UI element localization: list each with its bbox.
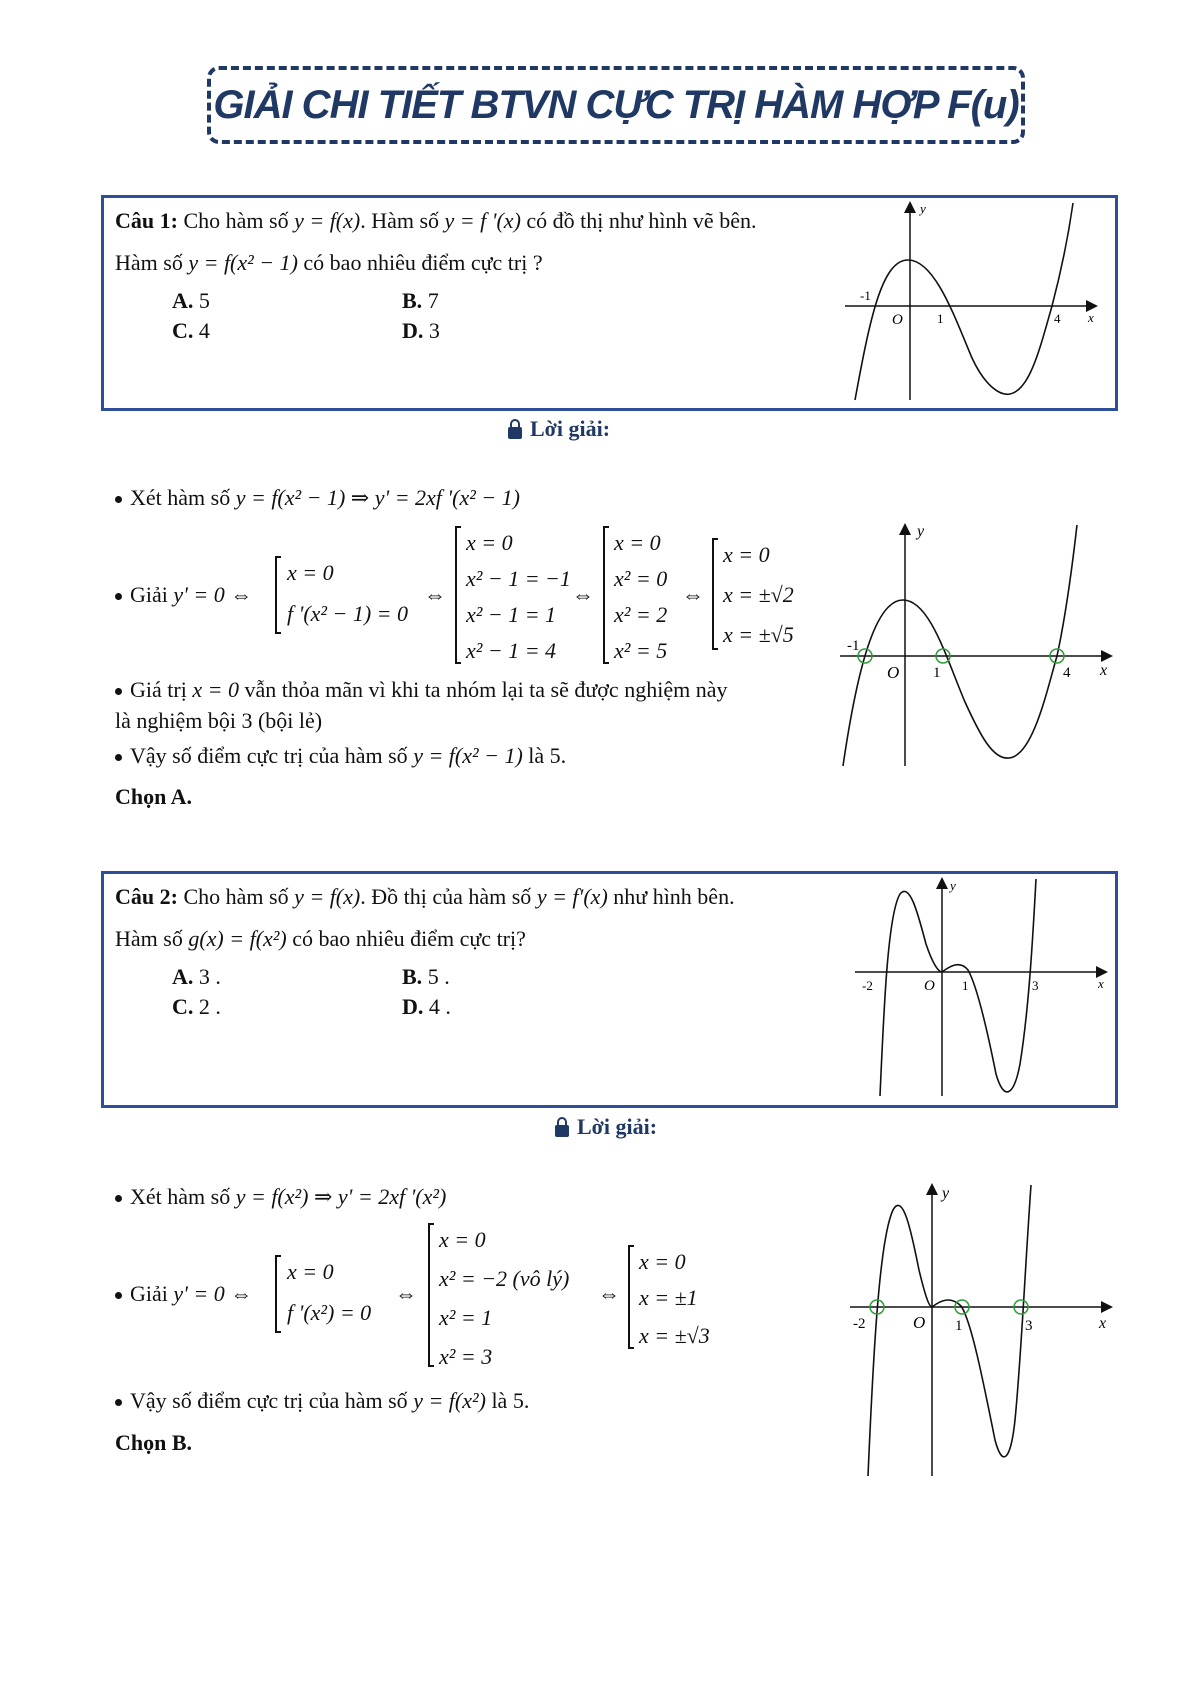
- q1-option-d-label: D.: [402, 318, 424, 343]
- s1-sys2-row-2: x² − 1 = 1: [466, 602, 557, 627]
- s1-sys2-bracket: [455, 526, 461, 664]
- q2-graph-o: O: [924, 978, 935, 994]
- q2-graph-tick-1: 1: [962, 978, 969, 993]
- q1-composite: y = f(x² − 1): [188, 250, 298, 275]
- q2-option-b-value: 5 .: [427, 964, 450, 989]
- q1-option-b-value: 7: [427, 288, 439, 313]
- s2-l3-math: y = f(x²): [413, 1388, 486, 1413]
- q1-text-b: . Hàm số: [360, 208, 440, 233]
- q1-line-1: [115, 210, 756, 232]
- s1-sys4-row-0: x = 0: [723, 542, 770, 567]
- s1-iff-2: ⇔: [572, 582, 594, 607]
- q2-option-c-value: 2 .: [198, 994, 221, 1019]
- q2-option-d-value: 4 .: [428, 994, 451, 1019]
- q2-text-b: . Đồ thị của hàm số: [360, 884, 532, 909]
- q1-option-d-value: 3: [428, 318, 440, 343]
- q2-graph-x: x: [1098, 976, 1104, 991]
- q2-text-d: Hàm số: [115, 926, 183, 951]
- s1-iff-3: ⇔: [682, 582, 704, 607]
- s1-sys4-row-2: x = ±√5: [723, 622, 794, 647]
- q1-graph-tick-4: 4: [1054, 311, 1061, 326]
- q2-option-c-label: C.: [172, 994, 194, 1019]
- s2-sys3-bracket: [628, 1245, 634, 1349]
- q1-graph-tick-1: 1: [937, 311, 944, 326]
- q1-option-b-label: B.: [402, 288, 423, 313]
- s2-sys2-bracket: [428, 1223, 434, 1367]
- q1-derivative-graph: [840, 198, 1100, 408]
- q2-line-1: [115, 886, 735, 908]
- s1-l5-text-a: Vậy số điểm cực trị của hàm số: [130, 743, 408, 768]
- s2-graph-tick-1: 1: [955, 1318, 963, 1334]
- q2-func-deriv: y = f′(x): [536, 884, 608, 909]
- s2-l1-text: Xét hàm số: [130, 1184, 231, 1209]
- q2-text-e: có bao nhiêu điểm cực trị?: [292, 926, 526, 951]
- bullet: [115, 1292, 122, 1299]
- q2-graph-tick-m2: -2: [862, 978, 873, 993]
- s1-l5-text-b: là 5.: [528, 743, 567, 768]
- s1-sys1-row-0: x = 0: [287, 560, 334, 585]
- s1-graph-y: y: [917, 523, 925, 540]
- s1-sys4-row-1: x = ±√2: [723, 582, 794, 607]
- q2-option-a-value: 3 .: [198, 964, 221, 989]
- solution-2-label: Lời giải:: [577, 1114, 658, 1139]
- s2-l3-text-b: là 5.: [491, 1388, 530, 1413]
- q2-option-a-label: A.: [172, 964, 194, 989]
- s1-line-1: [115, 487, 520, 509]
- bullet: [115, 1399, 122, 1406]
- q2-derivative-graph: [850, 874, 1110, 1099]
- s1-line-4: là nghiệm bội 3 (bội lẻ): [115, 708, 323, 733]
- s2-sys3-row-1: x = ±1: [639, 1285, 698, 1310]
- q2-option-c: [172, 996, 221, 1018]
- s2-sys1-bracket: [275, 1255, 281, 1333]
- s1-graph-o: O: [887, 663, 900, 682]
- s1-graph-tick-1: 1: [933, 665, 941, 681]
- s2-graph-tick-m2: -2: [853, 1316, 866, 1332]
- s2-graph-tick-3: 3: [1025, 1318, 1033, 1334]
- q2-option-b-label: B.: [402, 964, 423, 989]
- q2-text-c: như hình bên.: [613, 884, 735, 909]
- lock-icon: [508, 419, 522, 439]
- s2-sys2-row-0: x = 0: [439, 1227, 486, 1252]
- solution-1-header: [508, 416, 610, 442]
- s2-sys1-row-0: x = 0: [287, 1259, 334, 1284]
- solution-2-header: [555, 1114, 657, 1140]
- s2-graph-x: x: [1099, 1315, 1107, 1332]
- q1-option-a: [172, 290, 210, 312]
- s1-graph-tick-4: 4: [1063, 665, 1071, 681]
- s1-l3-text-a: Giá trị: [130, 677, 187, 702]
- q2-option-a: [172, 966, 221, 988]
- q1-option-a-label: A.: [172, 288, 194, 313]
- s2-derivative-graph: [845, 1180, 1115, 1480]
- q2-graph-y: y: [950, 878, 956, 893]
- s2-sys3-row-2: x = ±√3: [639, 1323, 710, 1348]
- s2-iff-2: ⇔: [598, 1281, 620, 1306]
- s1-l5-math: y = f(x² − 1): [413, 743, 523, 768]
- q1-option-d: [402, 320, 440, 342]
- q2-func: y = f(x): [294, 884, 361, 909]
- bullet: [115, 688, 122, 695]
- q1-func: y = f(x): [294, 208, 361, 233]
- s1-sys3-row-0: x = 0: [614, 530, 661, 555]
- s2-answer: Chọn B.: [115, 1430, 193, 1455]
- s2-iff-1: ⇔: [395, 1281, 417, 1306]
- s2-l3-text-a: Vậy số điểm cực trị của hàm số: [130, 1388, 408, 1413]
- s1-line-3: [115, 679, 727, 701]
- s2-sys3-row-0: x = 0: [639, 1249, 686, 1274]
- s2-line-2-lead: [115, 1283, 252, 1305]
- s1-sys3-row-2: x² = 2: [614, 602, 668, 627]
- s1-l3-text-b: vẫn thỏa mãn vì khi ta nhóm lại ta sẽ được nghiệm này: [244, 677, 728, 702]
- s1-sys2-row-0: x = 0: [466, 530, 513, 555]
- q1-option-b: [402, 290, 439, 312]
- title-box: [207, 66, 1025, 144]
- s1-curve: [843, 525, 1077, 766]
- q2-curve: [880, 879, 1036, 1096]
- s2-l2-text: Giải: [130, 1281, 168, 1306]
- s1-l2-text: Giải: [130, 582, 168, 607]
- q1-option-c: [172, 320, 210, 342]
- s2-sys2-row-3: x² = 3: [439, 1344, 493, 1369]
- q1-func-deriv: y = f '(x): [444, 208, 521, 233]
- q2-graph-tick-3: 3: [1032, 978, 1039, 993]
- q1-graph-x: x: [1088, 310, 1094, 325]
- solution-1-label: Lời giải:: [530, 416, 611, 441]
- s1-sys2-row-3: x² − 1 = 4: [466, 638, 557, 663]
- s2-sys2-row-2: x² = 1: [439, 1305, 493, 1330]
- page-title: GIẢI CHI TIẾT BTVN CỰC TRỊ HÀM HỢP F(u): [213, 82, 1019, 127]
- s2-graph-y: y: [942, 1185, 950, 1202]
- s2-line-1: [115, 1186, 446, 1208]
- s1-graph-x: x: [1100, 662, 1108, 679]
- q2-option-d: [402, 996, 451, 1018]
- s1-l2-lhs: y' = 0 ⇔: [173, 582, 253, 607]
- q1-text-c: có đồ thị như hình vẽ bên.: [526, 208, 757, 233]
- q2-line-2: [115, 928, 526, 950]
- s1-sys4-bracket: [712, 538, 718, 650]
- s1-answer: Chọn A.: [115, 784, 193, 809]
- s1-l1-text: Xét hàm số: [130, 485, 231, 510]
- q1-curve: [855, 203, 1073, 400]
- q1-label: Câu 1:: [115, 208, 178, 233]
- s2-sys2-row-1: x² = −2 (vô lý): [439, 1266, 570, 1291]
- lock-icon: [555, 1117, 569, 1137]
- s1-line-2-lead: [115, 584, 252, 606]
- s1-sys3-bracket: [603, 526, 609, 664]
- q2-option-b: [402, 966, 450, 988]
- s2-graph-o: O: [913, 1313, 926, 1332]
- s1-l3-math: x = 0: [192, 677, 239, 702]
- q1-graph-tick-m1: -1: [860, 288, 871, 303]
- bullet: [115, 754, 122, 761]
- q2-composite: g(x) = f(x²): [188, 926, 287, 951]
- s1-sys1-row-1: f '(x² − 1) = 0: [287, 601, 409, 626]
- s2-l1-math: y = f(x²) ⇒ y' = 2xf '(x²): [235, 1184, 447, 1209]
- q1-text-a: Cho hàm số: [183, 208, 289, 233]
- q2-text-a: Cho hàm số: [183, 884, 289, 909]
- s1-derivative-graph: [835, 520, 1115, 770]
- q1-text-d: Hàm số: [115, 250, 183, 275]
- s1-line-5: [115, 745, 566, 767]
- bullet: [115, 593, 122, 600]
- q1-graph-o: O: [892, 312, 903, 328]
- q1-option-c-value: 4: [198, 318, 210, 343]
- s1-sys3-row-1: x² = 0: [614, 566, 668, 591]
- s2-l2-lhs: y' = 0 ⇔: [173, 1281, 253, 1306]
- q1-text-e: có bao nhiêu điểm cực trị ?: [303, 250, 543, 275]
- q1-graph-y: y: [920, 201, 926, 216]
- bullet: [115, 1195, 122, 1202]
- bullet: [115, 496, 122, 503]
- s2-curve: [868, 1185, 1031, 1476]
- q1-line-2: [115, 252, 543, 274]
- s1-graph-tick-m1: -1: [847, 638, 860, 654]
- s1-l1-math: y = f(x² − 1) ⇒ y' = 2xf '(x² − 1): [235, 485, 520, 510]
- s1-sys1-bracket: [275, 556, 281, 634]
- s2-line-3: [115, 1390, 529, 1412]
- s1-sys2-row-1: x² − 1 = −1: [466, 566, 571, 591]
- s2-sys1-row-1: f '(x²) = 0: [287, 1300, 372, 1325]
- s1-iff-1: ⇔: [424, 582, 446, 607]
- q2-option-d-label: D.: [402, 994, 424, 1019]
- q2-label: Câu 2:: [115, 884, 178, 909]
- s1-sys3-row-3: x² = 5: [614, 638, 668, 663]
- q1-option-c-label: C.: [172, 318, 194, 343]
- q1-option-a-value: 5: [198, 288, 210, 313]
